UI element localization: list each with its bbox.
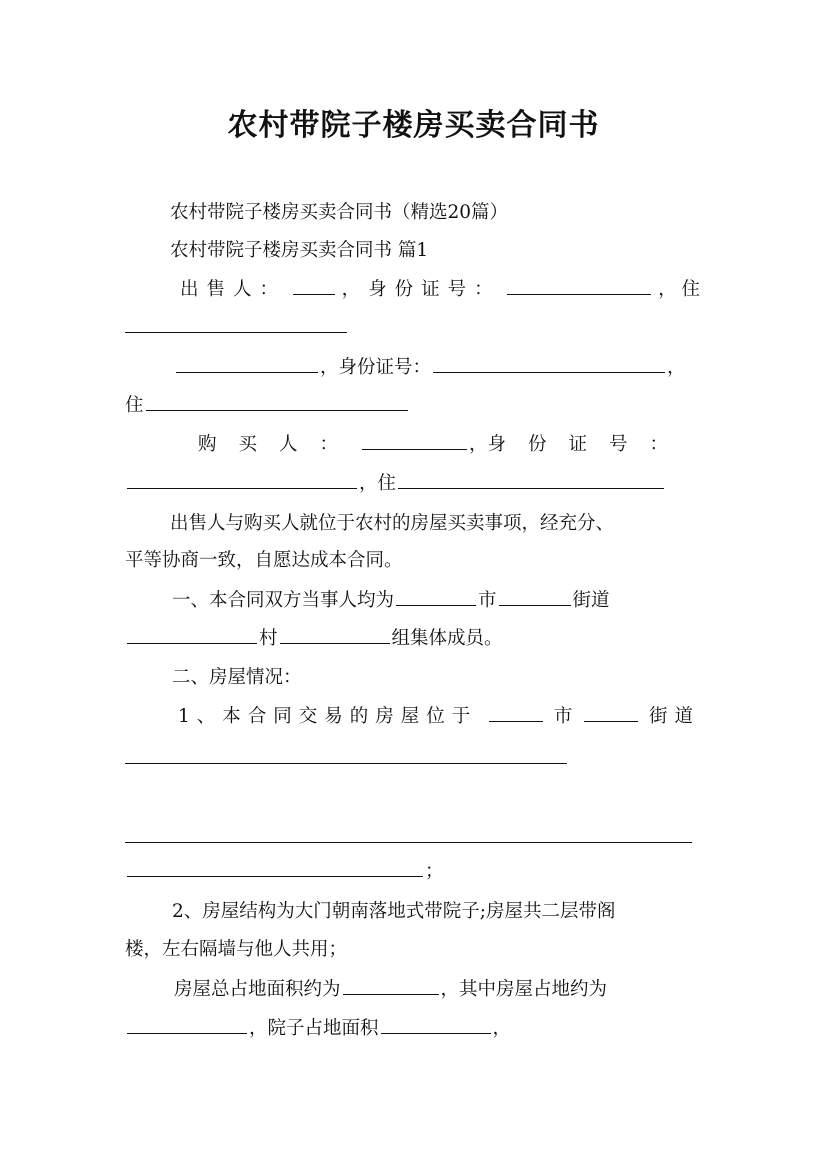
seller-comma: ， [658,279,677,300]
buyer-comma: ， [468,434,488,455]
area-line [174,975,607,1005]
buyer-id-label: 身份证号： [487,434,690,455]
item1-address-blank-2 [125,842,692,843]
seller-label: 出售人： [180,279,287,300]
buyer-label: 购买人： [198,434,361,455]
section-heading: 农村带院子楼房买卖合同书 篇1 [170,240,429,261]
seller2-address-line [125,391,410,421]
buyer-id-line [125,469,666,499]
item1-street-blank [584,703,638,722]
yard-label: ，院子占地面积 [249,1018,379,1039]
clause1-line-2 [125,624,503,654]
seller2-id-blank [433,354,665,373]
yard-area-blank [381,1015,491,1034]
clause1-village-blank [127,625,257,644]
area-line-2 [125,1014,511,1044]
clause1-prefix: 一、本合同双方当事人均为 [172,590,395,611]
clause1-village: 村 [259,628,278,649]
intro-line-2: 平等协商一致，自愿达成本合同。 [125,550,403,571]
seller2-name-blank [176,354,318,373]
clause1-city-blank [396,587,476,606]
seller2-address-blank [146,392,408,411]
seller2-address-label: 住 [125,395,144,416]
document-subtitle: 农村带院子楼房买卖合同书（精选20篇） [170,202,509,223]
item1-city-blank [489,703,543,722]
item2-line-1: 2、房屋结构为大门朝南落地式带院子;房屋共二层带阁 [172,901,616,922]
seller-name-blank [293,276,335,295]
seller2-comma: ， [667,357,686,378]
clause1-street-blank [499,587,571,606]
seller-address-blank [125,332,347,333]
seller2-line [174,353,686,383]
seller-line [180,275,700,305]
item1-address-blank-1 [125,763,567,764]
house-area-blank [127,1015,247,1034]
buyer-address-blank [398,470,664,489]
item1-address-blank-3 [127,858,423,877]
clause2-heading: 二、房屋情况： [172,667,302,688]
item1-line [178,702,700,732]
seller-id-blank [507,276,651,295]
seller-address-label: 住 [681,279,700,300]
item1-prefix: 1、本合同交易的房屋位于 [178,706,478,727]
seller-id-label: ，身份证号： [341,279,501,300]
clause1-street: 街道 [572,590,610,611]
item1-city: 市 [553,706,573,727]
area-prefix: 房屋总占地面积约为 [174,979,341,1000]
seller2-id-label: ，身份证号： [320,357,432,378]
item1-semicolon: ； [425,861,444,882]
total-area-blank [343,976,439,995]
clause1-line [172,586,610,616]
clause1-group-blank [280,625,390,644]
area-middle: ，其中房屋占地约为 [440,979,608,1000]
buyer-line [198,430,690,460]
clause1-city: 市 [478,590,497,611]
item2-line-2: 楼，左右隔墙与他人共用； [125,939,348,960]
document-title: 农村带院子楼房买卖合同书 [227,108,600,143]
item1-street: 街道 [648,706,700,727]
clause1-suffix: 组集体成员。 [391,628,503,649]
area-end: ， [492,1018,512,1039]
buyer-address-label: ，住 [359,473,397,494]
buyer-name-blank [362,431,467,450]
intro-line-1: 出售人与购买人就位于农村的房屋买卖事项，经充分、 [170,513,615,534]
item1-address-end-line [125,857,444,887]
buyer-id-blank [127,470,357,489]
